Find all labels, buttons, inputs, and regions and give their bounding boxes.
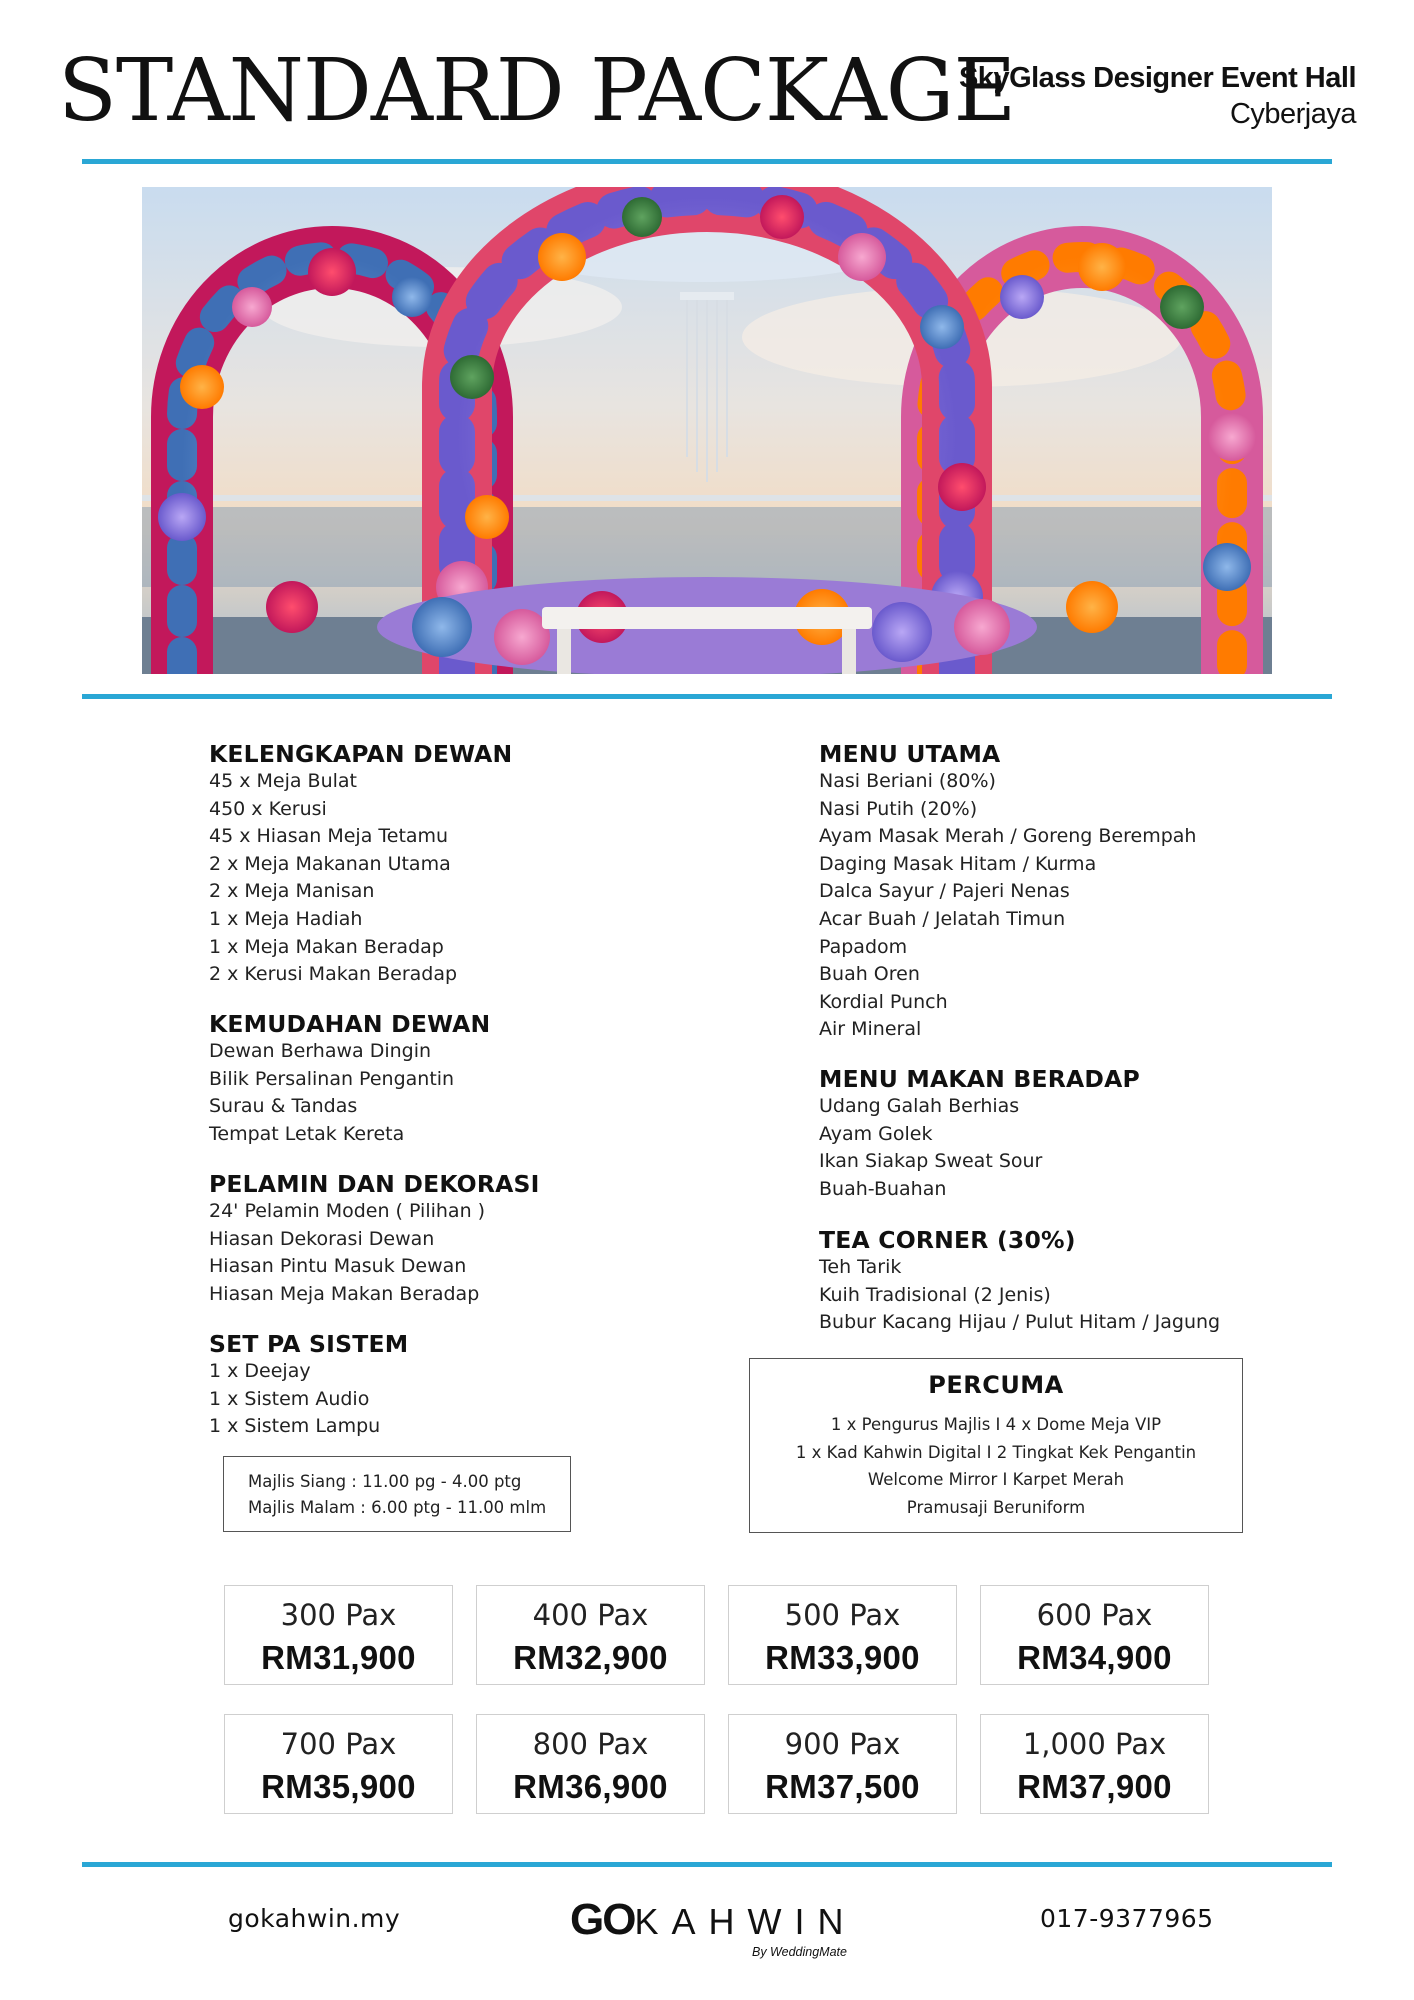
session-siang: Majlis Siang : 11.00 pg - 4.00 ptg [248,1472,522,1491]
price-pax: 1,000 Pax [1022,1727,1167,1761]
list-item: 1 x Sistem Lampu [209,1415,381,1438]
hero-image [142,187,1272,674]
price-pax: 600 Pax [1036,1598,1153,1632]
price-amount: RM33,900 [765,1639,920,1676]
price-card-700 [224,1714,453,1814]
list-item: 45 x Meja Bulat [209,770,357,792]
list-item: Acar Buah / Jelatah Timun [819,907,1066,930]
price-amount: RM35,900 [261,1768,416,1805]
list-item: Kordial Punch [819,990,948,1013]
list-item: 24' Pelamin Moden ( Pilihan ) [209,1200,486,1222]
website-link[interactable]: gokahwin.my [228,1904,401,1933]
list-item: Udang Galah Berhias [819,1095,1020,1117]
price-card-600 [980,1585,1209,1685]
section-title: TEA CORNER (30%) [819,1226,1076,1254]
session-times-box [223,1456,571,1532]
list-item: Ayam Masak Merah / Goreng Berempah [819,825,1197,848]
venue-name: SkyGlass Designer Event Hall [958,62,1356,94]
section-title: MENU MAKAN BERADAP [819,1065,1140,1093]
section-menu-utama [819,740,1196,1044]
list-item: 1 x Sistem Audio [209,1387,370,1410]
list-item: Surau & Tandas [209,1095,358,1118]
section-title: KELENGKAPAN DEWAN [209,740,513,768]
section-title: PELAMIN DAN DEKORASI [209,1170,540,1198]
list-item: 1 x Meja Hadiah [209,907,363,930]
list-item: Dewan Berhawa Dingin [209,1040,432,1062]
list-item: Ikan Siakap Sweat Sour [819,1150,1043,1173]
section-kelengkapan-dewan [209,740,512,989]
price-amount: RM32,900 [513,1639,668,1676]
price-amount: RM37,500 [765,1768,920,1805]
logo-kahwin: KAHWIN [634,1901,857,1942]
price-amount: RM37,900 [1017,1768,1172,1805]
section-menu-makan-beradap [819,1065,1140,1203]
price-pax: 500 Pax [784,1598,901,1632]
price-card-500 [728,1585,957,1685]
mid-divider [82,694,1332,699]
percuma-line: 1 x Kad Kahwin Digital I 2 Tingkat Kek Pengantin [795,1442,1197,1462]
section-pa-sistem [209,1330,408,1441]
section-pelamin-dekorasi [209,1170,540,1308]
session-malam: Majlis Malam : 6.00 ptg - 11.00 mlm [248,1498,547,1517]
list-item: Dalca Sayur / Pajeri Nenas [819,880,1070,903]
section-title: KEMUDAHAN DEWAN [209,1010,491,1038]
list-item: 45 x Hiasan Meja Tetamu [209,825,449,848]
price-amount: RM36,900 [513,1768,668,1805]
logo-byline: By WeddingMate [752,1945,847,1959]
list-item: Air Mineral [819,1018,922,1041]
list-item: Kuih Tradisional (2 Jenis) [819,1283,1051,1306]
list-item: Buah-Buahan [819,1177,947,1200]
percuma-line: Welcome Mirror I Karpet Merah [867,1470,1125,1489]
percuma-line: 1 x Pengurus Majlis I 4 x Dome Meja VIP [830,1415,1162,1434]
list-item: 2 x Meja Manisan [209,880,375,903]
list-item: Tempat Letak Kereta [209,1122,405,1145]
percuma-line: Pramusaji Beruniform [906,1497,1086,1517]
price-card-400 [476,1585,705,1685]
venue-city: Cyberjaya [1229,98,1356,130]
percuma-box [749,1358,1243,1533]
price-pax: 400 Pax [532,1598,649,1632]
list-item: Teh Tarik [819,1256,902,1278]
price-pax: 700 Pax [280,1727,397,1761]
bottom-divider [82,1862,1332,1867]
list-item: Bilik Persalinan Pengantin [209,1067,455,1090]
list-item: Nasi Beriani (80%) [819,770,996,792]
price-card-1000 [980,1714,1209,1814]
section-kemudahan-dewan [209,1010,490,1148]
phone-number[interactable]: 017-9377965 [1040,1904,1214,1933]
price-amount: RM34,900 [1017,1639,1172,1676]
list-item: Papadom [819,935,908,958]
section-title: MENU UTAMA [819,740,1001,768]
top-divider [82,159,1332,164]
price-amount: RM31,900 [261,1639,416,1676]
list-item: Hiasan Meja Makan Beradap [209,1282,480,1305]
gokahwin-logo [570,1895,870,1959]
section-tea-corner [819,1226,1220,1337]
list-item: Nasi Putih (20%) [819,797,978,820]
logo-go: GO [570,1895,635,1944]
list-item: Buah Oren [819,963,920,986]
price-card-900 [728,1714,957,1814]
price-pax: 300 Pax [280,1598,397,1632]
list-item: Hiasan Pintu Masuk Dewan [209,1255,467,1278]
list-item: Bubur Kacang Hijau / Pulut Hitam / Jagung [819,1311,1221,1334]
list-item: Hiasan Dekorasi Dewan [209,1227,435,1250]
list-item: 450 x Kerusi [209,797,327,820]
list-item: 2 x Kerusi Makan Beradap [209,963,458,986]
list-item: Ayam Golek [819,1122,933,1145]
list-item: 1 x Deejay [209,1360,311,1382]
list-item: Daging Masak Hitam / Kurma [819,852,1097,875]
price-card-300 [224,1585,453,1685]
list-item: 2 x Meja Makanan Utama [209,852,451,875]
list-item: 1 x Meja Makan Beradap [209,935,444,958]
price-pax: 900 Pax [784,1727,901,1761]
section-title: SET PA SISTEM [209,1330,409,1358]
percuma-title: PERCUMA [928,1371,1064,1399]
price-card-800 [476,1714,705,1814]
price-pax: 800 Pax [532,1727,649,1761]
page-title: STANDARD PACKAGE [58,41,1016,141]
